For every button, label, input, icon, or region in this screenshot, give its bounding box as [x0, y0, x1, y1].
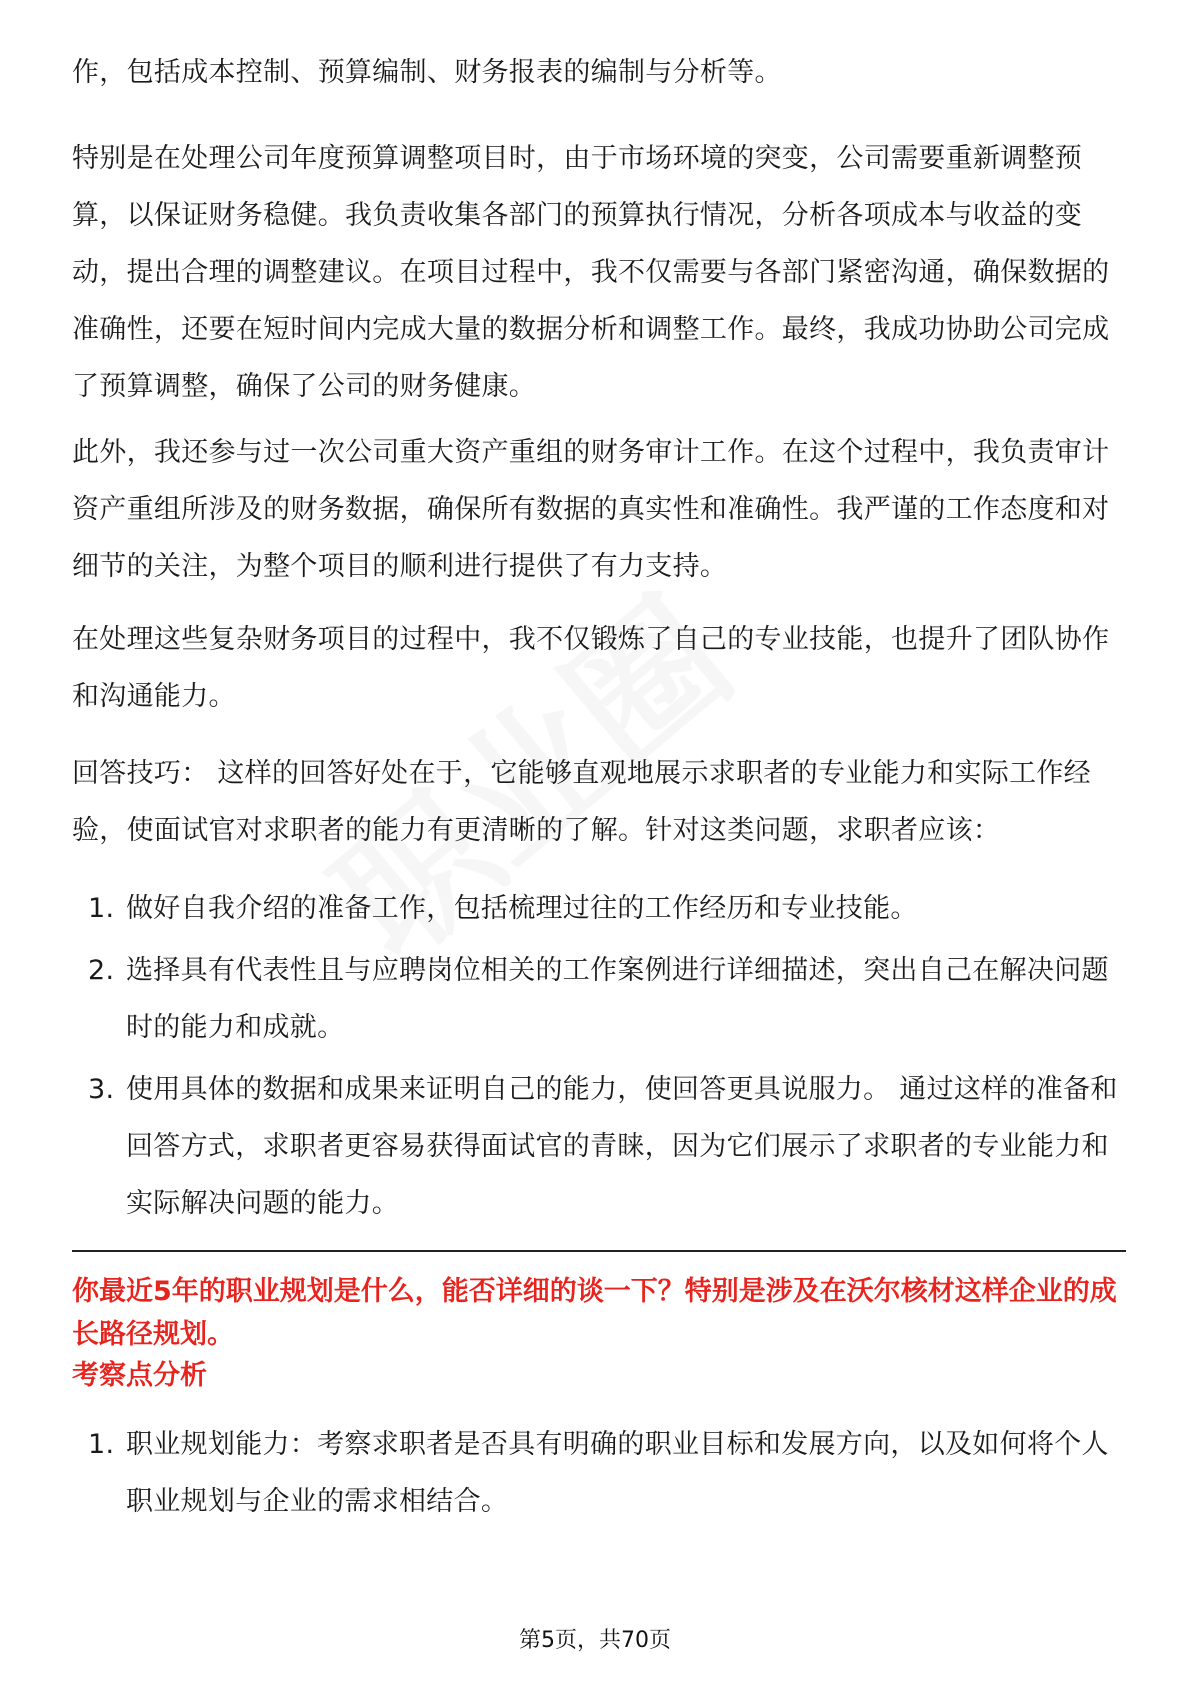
list-item: [72, 1061, 1126, 1232]
list-item-text: 使用具体的数据和成果来证明自己的能力，使回答更具说服力。 通过这样的准备和回答方式，求职者更容易获得面试官的青睐，因为它们展示了求职者的专业能力和实际解决问题的能力。: [126, 1074, 1118, 1219]
list-number: 2.: [88, 955, 115, 986]
list-item: [72, 942, 1126, 1056]
analysis-list: [72, 1416, 1126, 1535]
list-item-text: 做好自我介绍的准备工作，包括梳理过往的工作经历和专业技能。: [126, 893, 918, 924]
list-number: 1.: [88, 1429, 115, 1460]
paragraph-4: 在处理这些复杂财务项目的过程中，我不仅锻炼了自己的专业技能，也提升了团队协作和沟通能力。: [72, 624, 1110, 712]
paragraph-1: 作，包括成本控制、预算编制、财务报表的编制与分析等。: [72, 57, 782, 88]
list-item: [72, 1416, 1126, 1530]
question-heading: 你最近5年的职业规划是什么，能否详细的谈一下？特别是涉及在沃尔核材这样企业的成长路径规划。: [72, 1276, 1117, 1350]
list-item-text: 选择具有代表性且与应聘岗位相关的工作案例进行详细描述，突出自己在解决问题时的能力和成就。: [126, 955, 1109, 1043]
list-number: 3.: [88, 1074, 115, 1105]
page-footer: 第5页，共70页: [519, 1628, 671, 1653]
section-divider: [72, 1250, 1126, 1252]
answer-tips-paragraph: 回答技巧： 这样的回答好处在于，它能够直观地展示求职者的专业能力和实际工作经验，使面试官对求职者的能力有更清晰的了解。针对这类问题，求职者应该：: [72, 758, 1091, 846]
list-number: 1.: [88, 893, 115, 924]
paragraph-3: 此外，我还参与过一次公司重大资产重组的财务审计工作。在这个过程中，我负责审计资产重组所涉及的财务数据，确保所有数据的真实性和准确性。我严谨的工作态度和对细节的关注，为整个项目的顺利进行提供了有力支持。: [72, 437, 1110, 582]
list-item: [72, 880, 1126, 937]
paragraph-2: 特别是在处理公司年度预算调整项目时，由于市场环境的突变，公司需要重新调整预算，以保证财务稳健。我负责收集各部门的预算执行情况，分析各项成本与收益的变动，提出合理的调整建议。在项目过程中，我不仅需要与各部门紧密沟通，确保数据的准确性，还要在短时间内完成大量的数据分析和调整工作。最终，我成功协助公司完成了预算调整，确保了公司的财务健康。: [72, 143, 1110, 402]
section-title: 考察点分析: [72, 1360, 207, 1391]
list-item-text: 职业规划能力：考察求职者是否具有明确的职业目标和发展方向，以及如何将个人职业规划与企业的需求相结合。: [126, 1429, 1109, 1517]
tips-list: [72, 880, 1126, 1237]
